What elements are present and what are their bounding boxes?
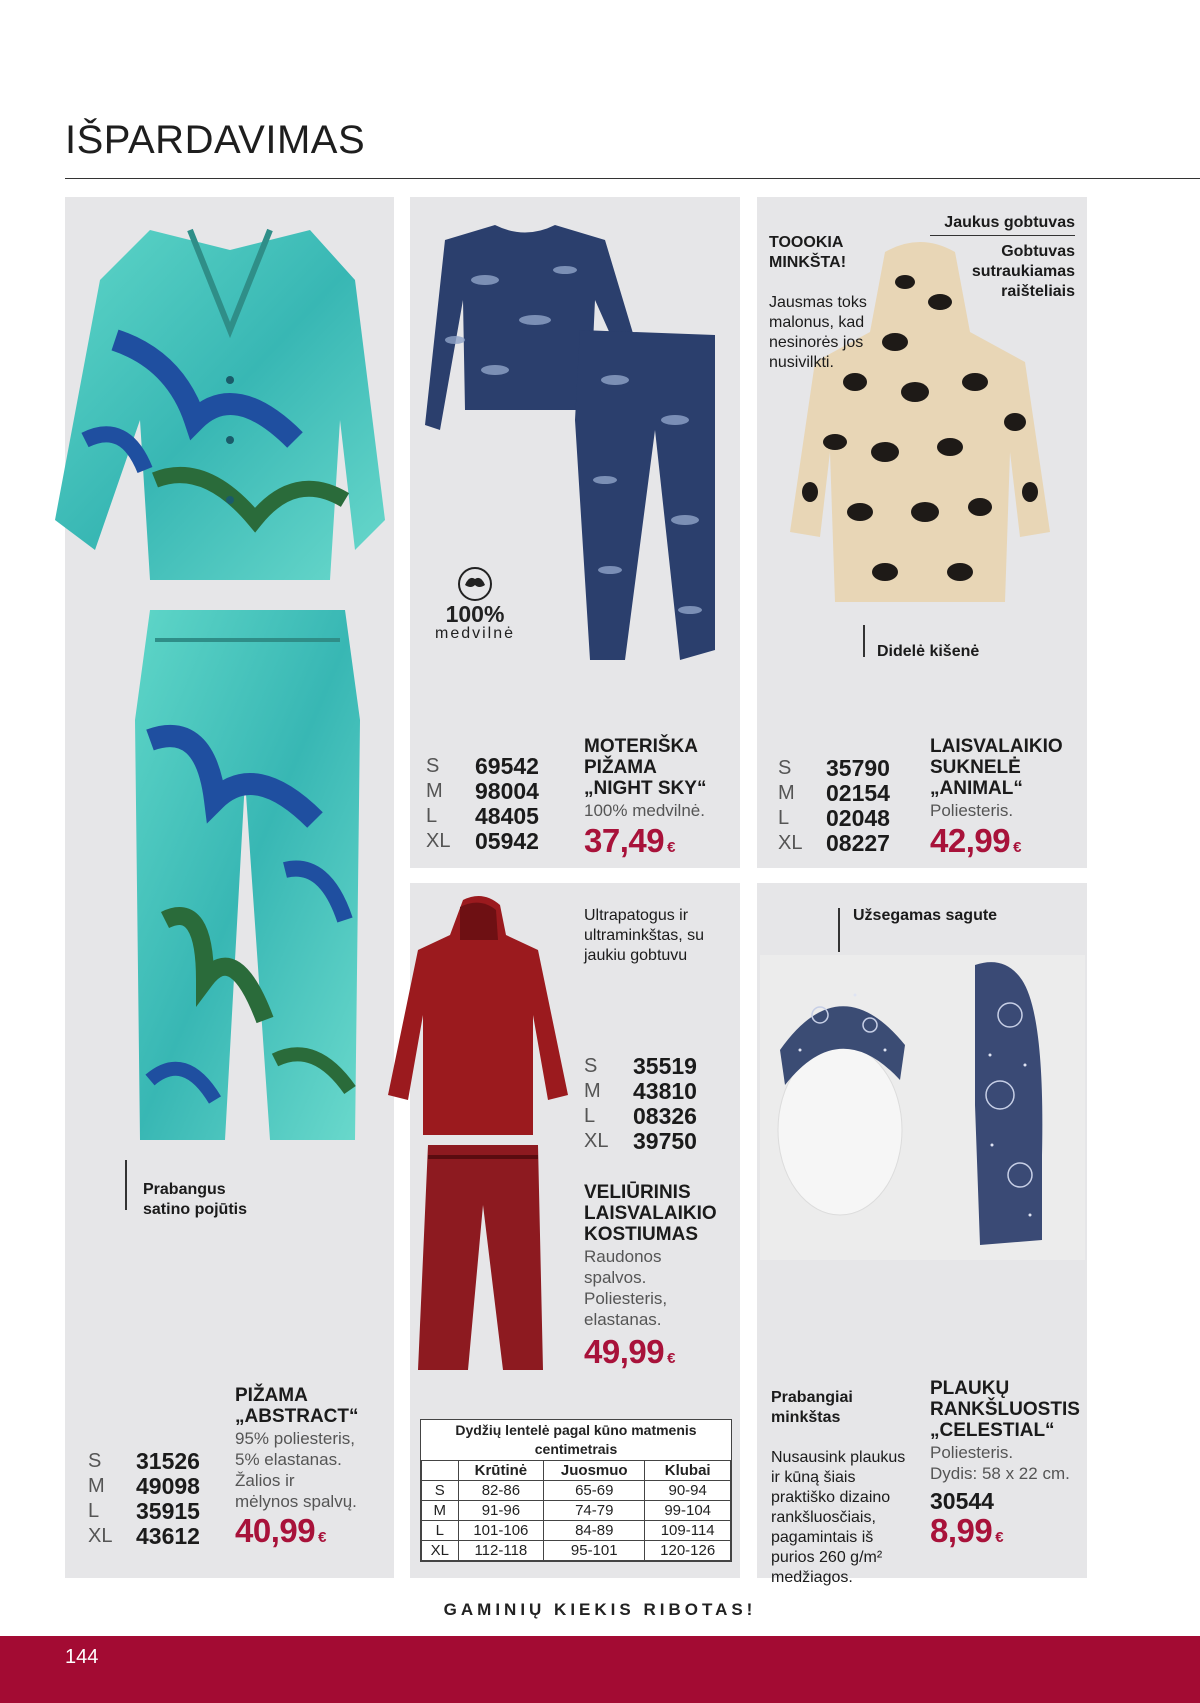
table-cell: 84-89: [544, 1521, 645, 1541]
cotton-label: medvilnė: [434, 625, 516, 642]
product-code-celestial: 30544: [930, 1488, 994, 1514]
footer-note: GAMINIŲ KIEKIS RIBOTAS!: [443, 1600, 757, 1619]
callout-soft-title: Prabangiai minkštas: [771, 1389, 853, 1426]
table-cell: 90-94: [645, 1481, 731, 1501]
page-number: 144: [65, 1646, 99, 1668]
size-label: S: [584, 1055, 598, 1077]
product-desc-celestial: Poliesteris. Dydis: 58 x 22 cm.: [930, 1443, 1070, 1483]
table-cell: 99-104: [645, 1501, 731, 1521]
product-name-velour: VELIŪRINIS LAISVALAIKIO KOSTIUMAS: [584, 1182, 717, 1245]
product-desc-night-sky: 100% medvilnė.: [584, 801, 705, 820]
size-table: [421, 1460, 731, 1561]
callout-hood-title: Jaukus gobtuvas: [930, 213, 1075, 236]
size-list-animal: [778, 756, 802, 856]
table-cell: 74-79: [544, 1501, 645, 1521]
code-list-night-sky: [475, 754, 539, 854]
table-cell: S: [422, 1481, 459, 1501]
product-code: 43612: [136, 1523, 200, 1549]
product-code: 08326: [633, 1103, 697, 1129]
size-label: S: [426, 755, 440, 777]
code-list-abstract: [136, 1449, 200, 1549]
callout-soft-title: TOOOKIA MINKŠTA!: [769, 234, 847, 271]
size-list-abstract: [88, 1449, 112, 1549]
title-divider: [65, 178, 1200, 179]
price-value: 49,99: [584, 1333, 665, 1370]
product-name-night-sky: MOTERIŠKA PIŽAMA „NIGHT SKY“: [584, 736, 707, 799]
currency: €: [318, 1529, 327, 1546]
size-label: L: [88, 1500, 100, 1522]
callout-hood-text: Gobtuvas sutraukiamas raišteliais: [971, 243, 1075, 300]
price-animal: [930, 822, 1021, 860]
table-row: [422, 1541, 731, 1561]
size-label: M: [584, 1080, 601, 1102]
product-code: 69542: [475, 753, 539, 779]
size-label: L: [584, 1105, 596, 1127]
table-header: Juosmuo: [544, 1461, 645, 1481]
size-label: M: [778, 782, 795, 804]
callout-line-button: [838, 908, 840, 952]
table-row: [422, 1481, 731, 1501]
price-value: 40,99: [235, 1512, 316, 1549]
callout-soft-celestial: [771, 1368, 911, 1608]
price-value: 42,99: [930, 822, 1011, 859]
size-label: M: [88, 1475, 105, 1497]
product-code: 35519: [633, 1053, 697, 1079]
product-code: 43810: [633, 1078, 697, 1104]
table-cell: 65-69: [544, 1481, 645, 1501]
size-label: XL: [426, 830, 451, 852]
table-row: [422, 1521, 731, 1541]
table-header: Klubai: [645, 1461, 731, 1481]
currency: €: [667, 1350, 676, 1367]
product-desc-abstract: 95% poliesteris, 5% elastanas. Žalios ir mėlynos spalvų.: [235, 1429, 357, 1511]
table-cell: 91-96: [458, 1501, 544, 1521]
celestial-towel-image: [760, 955, 1085, 1260]
table-cell: XL: [422, 1541, 459, 1561]
size-label: L: [426, 805, 438, 827]
size-label: M: [426, 780, 443, 802]
currency: €: [995, 1529, 1004, 1546]
product-code: 02154: [826, 780, 890, 806]
price-celestial: [930, 1512, 1004, 1550]
table-header: Krūtinė: [458, 1461, 544, 1481]
table-header-row: [422, 1461, 731, 1481]
cotton-icon: [455, 567, 495, 601]
product-code: 39750: [633, 1128, 697, 1154]
product-code: 35790: [826, 755, 890, 781]
table-cell: 109-114: [645, 1521, 731, 1541]
table-cell: 120-126: [645, 1541, 731, 1561]
cotton-badge: [430, 602, 520, 642]
callout-satin: Prabangus satino pojūtis: [143, 1181, 247, 1218]
size-label: XL: [584, 1130, 609, 1152]
callout-velour: Ultrapatogus ir ultraminkštas, su jaukiu gobtuvu: [584, 907, 705, 964]
product-code: 08227: [826, 830, 890, 856]
price-abstract: [235, 1512, 326, 1550]
size-label: XL: [778, 832, 803, 854]
table-cell: 95-101: [544, 1541, 645, 1561]
abstract-pajama-image: [55, 220, 415, 1160]
table-cell: 101-106: [458, 1521, 544, 1541]
size-table-box: [420, 1419, 732, 1562]
product-code: 98004: [475, 778, 539, 804]
product-code: 48405: [475, 803, 539, 829]
size-label: S: [778, 757, 792, 779]
product-desc-velour: Raudonos spalvos. Poliesteris, elastanas.: [584, 1247, 668, 1329]
size-label: L: [778, 807, 790, 829]
size-list-night-sky: [426, 754, 450, 854]
price-value: 37,49: [584, 822, 665, 859]
footer-bar: [0, 1636, 1200, 1703]
table-cell: L: [422, 1521, 459, 1541]
currency: €: [667, 839, 676, 856]
table-cell: 112-118: [458, 1541, 544, 1561]
product-code: 49098: [136, 1473, 200, 1499]
table-row: [422, 1501, 731, 1521]
price-night-sky: [584, 822, 675, 860]
code-list-animal: [826, 756, 890, 856]
table-header: [422, 1461, 459, 1481]
callout-line-pocket: [863, 625, 865, 657]
product-code: 31526: [136, 1448, 200, 1474]
product-name-celestial: PLAUKŲ RANKŠLUOSTIS „CELESTIAL“: [930, 1378, 1080, 1441]
callout-line-satin: [125, 1160, 127, 1210]
size-list-velour: [584, 1054, 608, 1154]
cotton-percent: 100%: [445, 601, 505, 627]
size-table-caption: Dydžių lentelė pagal kūno matmenis centimetrais: [455, 1422, 697, 1457]
table-cell: M: [422, 1501, 459, 1521]
callout-button: Užsegamas sagute: [853, 907, 998, 924]
product-code: 05942: [475, 828, 539, 854]
product-name-animal: LAISVALAIKIO SUKNELĖ „ANIMAL“: [930, 736, 1063, 799]
size-label: S: [88, 1450, 102, 1472]
product-name-abstract: PIŽAMA „ABSTRACT“: [235, 1385, 359, 1427]
price-value: 8,99: [930, 1512, 993, 1549]
product-desc-animal: Poliesteris.: [930, 801, 1014, 820]
price-velour: [584, 1333, 675, 1371]
page-title: IŠPARDAVIMAS: [65, 118, 366, 162]
callout-soft-animal: [769, 213, 879, 393]
callout-soft-text: Nusausink plaukus ir kūną šiais praktiško dizaino rankšluosčiais, pagamintais iš purios 260 g/m² medžiagos.: [771, 1449, 906, 1586]
velour-suit-image: [388, 895, 573, 1375]
table-cell: 82-86: [458, 1481, 544, 1501]
callout-soft-text: Jausmas toks malonus, kad nesinorės jos nusivilkti.: [769, 294, 867, 371]
currency: €: [1013, 839, 1022, 856]
callout-pocket: Didelė kišenė: [877, 643, 980, 660]
size-label: XL: [88, 1525, 113, 1547]
product-code: 35915: [136, 1498, 200, 1524]
code-list-velour: [633, 1054, 697, 1154]
product-code: 02048: [826, 805, 890, 831]
